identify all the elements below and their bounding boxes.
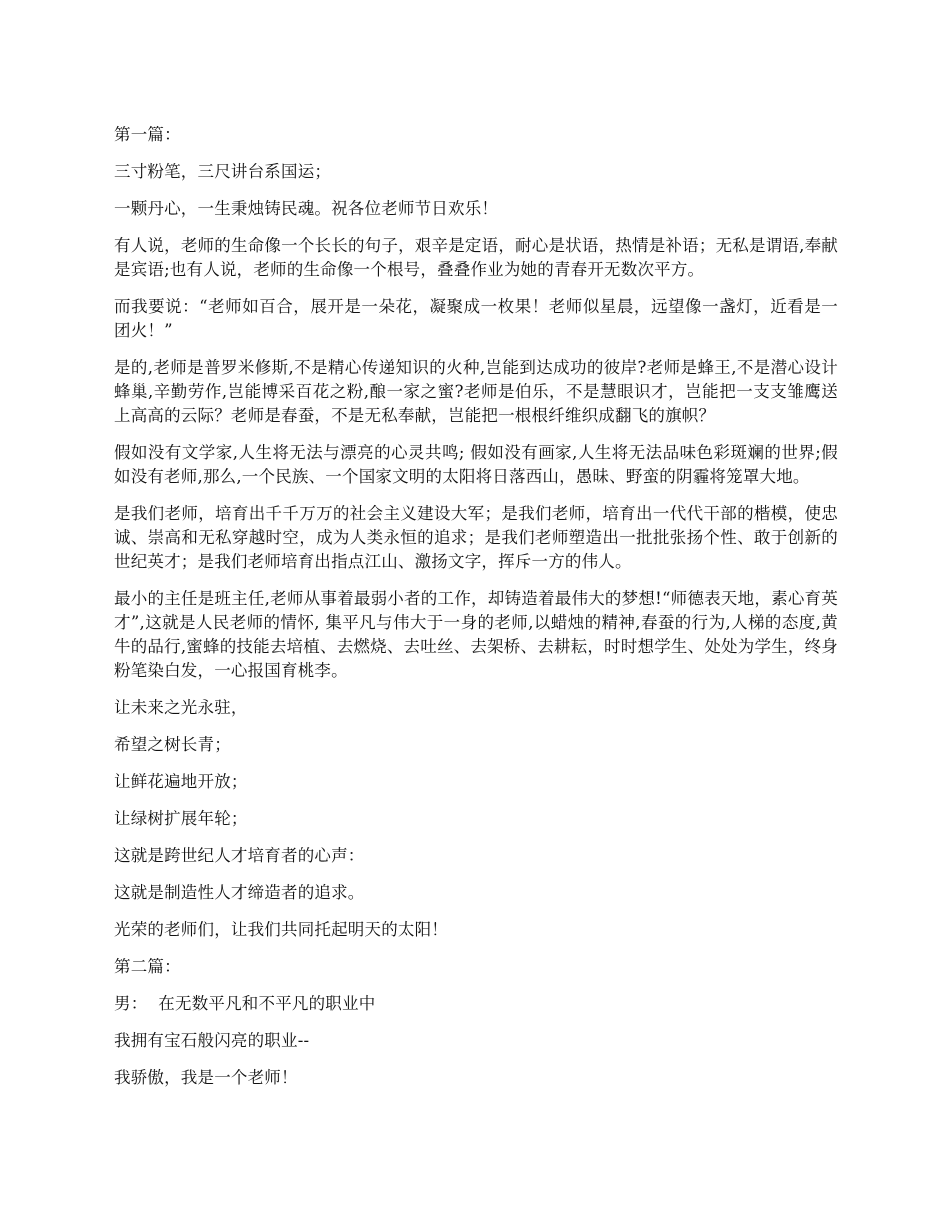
- verse-line: 这就是制造性人才缔造者的追求。: [114, 883, 365, 902]
- paragraph: 最小的主任是班主任,老师从事着最弱小者的工作，却铸造着最伟大的梦想!“师德表天地，素心育英才”,这就是人民老师的情怀, 集平凡与伟大于一身的老师,以蜡烛的精神,春蚕的行为,人梯的态度,黄牛的品行,蜜蜂的技能去培植、去燃烧、去吐丝、去架桥、去耕耘，时时想学生、处处为学生，终身粉笔染白发，一心报国育桃李。: [114, 589, 838, 680]
- verse-line: 希望之树长青；: [114, 735, 231, 754]
- verse-line: 男： 在无数平凡和不平凡的职业中: [114, 994, 376, 1013]
- verse-line: 我拥有宝石般闪亮的职业--: [114, 1031, 310, 1050]
- verse-line: 这就是跨世纪人才培育者的心声：: [114, 846, 365, 865]
- paragraph: 有人说，老师的生命像一个长长的句子，艰辛是定语，耐心是状语，热情是补语；无私是谓语,奉献是宾语;也有人说，老师的生命像一个根号，叠叠作业为她的青春开无数次平方。: [114, 236, 838, 279]
- document-body: [114, 123, 838, 1103]
- verse-line: 让鲜花遍地开放；: [114, 772, 248, 791]
- verse-line: 我骄傲，我是一个老师！: [114, 1068, 298, 1087]
- verse-line: 让绿树扩展年轮；: [114, 809, 248, 828]
- verse-line: 一颗丹心，一生秉烛铸民魂。祝各位老师节日欢乐！: [114, 199, 499, 218]
- paragraph: 而我要说：“老师如百合，展开是一朵花，凝聚成一枚果！老师似星晨，远望像一盏灯，近看是一团火！”: [114, 297, 838, 340]
- section-heading-2: 第二篇：: [114, 957, 181, 976]
- verse-line: 光荣的老师们，让我们共同托起明天的太阳！: [114, 920, 448, 939]
- paragraph: 假如没有文学家,人生将无法与漂亮的心灵共鸣; 假如没有画家,人生将无法品味色彩斑斓的世界;假如没有老师,那么,一个民族、一个国家文明的太阳将日落西山，愚昧、野蛮的阴霾将笼罩大地。: [114, 443, 838, 486]
- verse-line: 让未来之光永驻，: [114, 698, 248, 717]
- paragraph: 是我们老师，培育出千千万万的社会主义建设大军；是我们老师，培育出一代代干部的楷模，使忠诚、崇高和无私穿越时空，成为人类永恒的追求；是我们老师塑造出一批批张扬个性、敢于创新的世纪英才；是我们老师培育出指点江山、激扬文字，挥斥一方的伟人。: [114, 504, 838, 571]
- verse-line: 三寸粉笔，三尺讲台系国运；: [114, 162, 332, 181]
- paragraph: 是的,老师是普罗米修斯,不是精心传递知识的火种,岂能到达成功的彼岸?老师是蜂王,不是潜心设计蜂巢,辛勤劳作,岂能博采百花之粉,酿一家之蜜?老师是伯乐，不是慧眼识才，岂能把一支支雏鹰送上高高的云际？老师是春蚕，不是无私奉献，岂能把一根根纤维织成翻飞的旗帜？: [114, 358, 838, 425]
- section-heading-1: 第一篇：: [114, 125, 181, 144]
